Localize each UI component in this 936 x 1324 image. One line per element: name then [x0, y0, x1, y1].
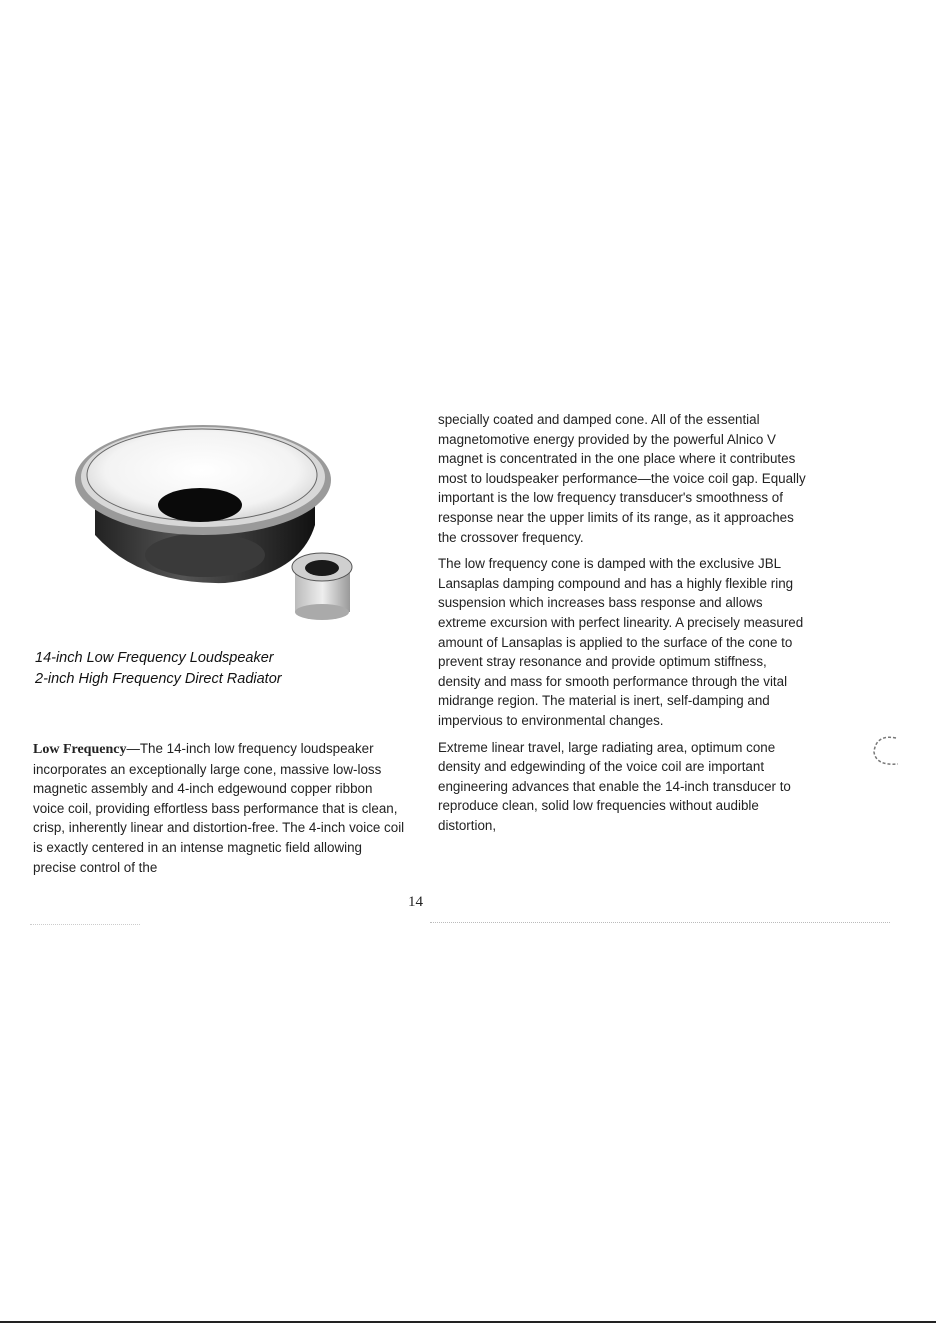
left-column-text: [33, 739, 405, 877]
lead-dash: —: [126, 741, 140, 756]
paragraph: specially coated and damped cone. All of the essential magnetomotive energy provided by the powerful Alnico V magnet is concentrated in the one place where it contributes most to loudspeaker performance—the voice coil gap. Equally important is the low frequency transducer's smoothness of response near the upper limits of its range, as it approaches the crossover frequency.: [438, 412, 806, 545]
binding-ring-icon: [868, 730, 908, 770]
divider: [30, 924, 140, 925]
divider: [430, 922, 890, 923]
page-number: 14: [408, 894, 423, 910]
paragraph: The low frequency cone is damped with the exclusive JBL Lansaplas damping compound and has a highly flexible ring suspension which increases bass response and allows extreme excursion with perfect linearity. A precisely measured amount of Lansaplas is applied to the surface of the cone to prevent stray resonance and provide optimum stiffness, density and mass for smooth performance through the vital midrange region. The material is inert, self-damping and impervious to environmental changes.: [438, 556, 804, 728]
right-column-text: [438, 410, 808, 842]
loudspeaker-photo: [40, 405, 390, 635]
section-lead: Low Frequency: [33, 742, 127, 757]
bottom-edge-line: [0, 1321, 936, 1323]
caption-line-1: 14-inch Low Frequency Loudspeaker: [35, 650, 274, 666]
caption-line-2: 2-inch High Frequency Direct Radiator: [35, 671, 282, 687]
paragraph: Extreme linear travel, large radiating area, optimum cone density and edgewinding of the voice coil are important engineering advances that enable the 14-inch transducer to reproduce clean, solid low frequencies without audible distortion,: [438, 739, 791, 833]
left-column-body: The 14-inch low frequency loudspeaker incorporates an exceptionally large cone, massive low-loss magnetic assembly and 4-inch edgewound copper ribbon voice coil, providing effortless bass performance that is clean, crisp, inherently linear and distortion-free. The 4-inch voice coil is exactly centered in an intense magnetic field allowing precise control of the: [33, 741, 405, 875]
figure-caption: [35, 648, 415, 690]
